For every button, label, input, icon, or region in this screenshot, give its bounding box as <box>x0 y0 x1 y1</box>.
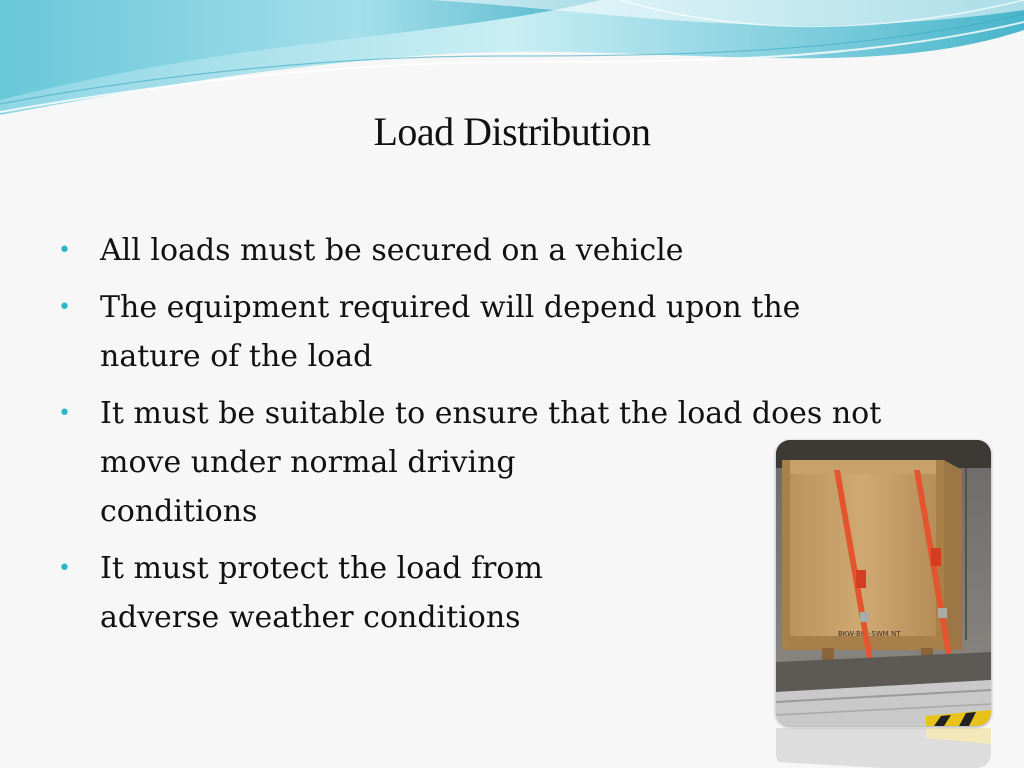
bullet-item <box>58 283 938 381</box>
header-wave-decoration <box>0 0 1024 120</box>
bullet-line: All loads must be secured on a vehicle <box>100 233 684 268</box>
bullet-line: It must protect the load from <box>100 551 543 586</box>
slide-title: Load Distribution <box>373 109 651 154</box>
bullet-line: The equipment required will depend upon the <box>100 290 801 325</box>
bullet-dot-icon: • <box>58 401 71 426</box>
bullet-line: It must be suitable to ensure that the load does not <box>100 396 882 431</box>
bullet-line: nature of the load <box>100 339 373 374</box>
crate-with-ratchet-straps-photo-icon <box>776 440 991 726</box>
bullet-line: move under normal driving <box>100 445 516 480</box>
bullet-item <box>58 226 938 275</box>
svg-text:BKW-BFA-SWM NT: BKW-BFA-SWM NT <box>838 630 901 638</box>
bullet-line: conditions <box>100 494 258 529</box>
bullet-dot-icon: • <box>58 556 71 581</box>
crate-photo <box>776 440 991 726</box>
bullet-line: adverse weather conditions <box>100 600 521 635</box>
bullet-dot-icon: • <box>58 238 71 263</box>
crate-photo-reflection <box>776 728 991 768</box>
bullet-dot-icon: • <box>58 295 71 320</box>
